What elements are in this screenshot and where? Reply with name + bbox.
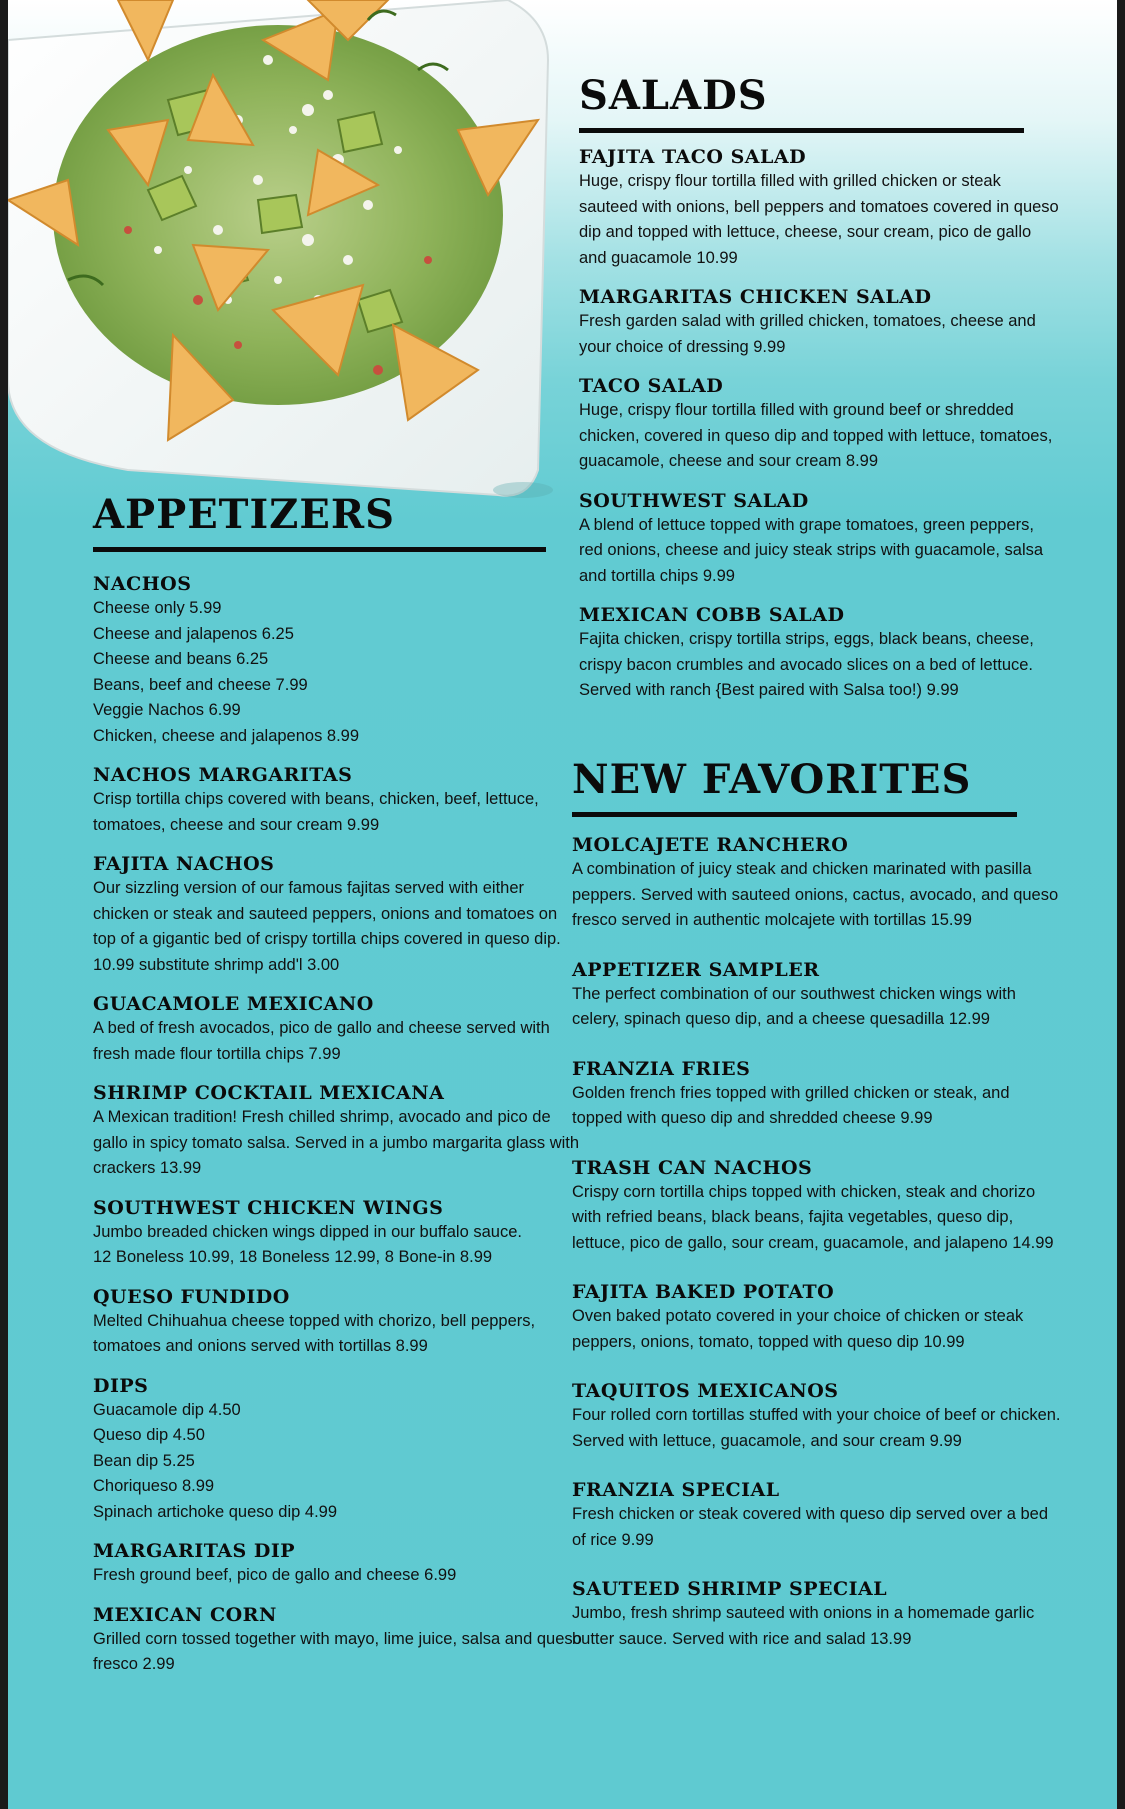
menu-item xyxy=(579,603,1059,704)
menu-item xyxy=(93,1285,583,1360)
item-name: FRANZIA FRIES xyxy=(572,1057,751,1080)
item-description: A combination of juicy steak and chicken marinated with pasilla peppers. Served with sauteed onions, cactus, avocado, and queso fresco served in authentic molcajete with tortillas 15.99 xyxy=(572,860,1059,929)
item-option: Choriqueso 8.99 xyxy=(93,1477,215,1495)
item-name: TRASH CAN NACHOS xyxy=(572,1156,813,1179)
new-favorites-divider xyxy=(572,812,1017,817)
item-option: Bean dip 5.25 xyxy=(93,1451,195,1470)
item-option: Queso dip 4.50 xyxy=(93,1426,205,1444)
item-name: MEXICAN COBB SALAD xyxy=(579,604,845,626)
salads-divider xyxy=(579,128,1024,133)
menu-item xyxy=(93,1374,583,1526)
item-name: SHRIMP COCKTAIL MEXICANA xyxy=(93,1082,445,1104)
appetizers-divider xyxy=(93,547,546,552)
menu-item xyxy=(93,1081,583,1182)
item-description: Our sizzling version of our famous fajitas served with either chicken or steak and sauteed peppers, onions and tomatoes on top of a gigantic bed of crispy tortilla chips covered in queso dip. 10.99 substitute shrimp add'l 3.00 xyxy=(93,879,561,974)
item-description: Huge, crispy flour tortilla filled with ground beef or shredded chicken, covered in queso dip and topped with lettuce, tomatoes, guacamole, cheese and sour cream 8.99 xyxy=(579,401,1053,470)
item-description: Fajita chicken, crispy tortilla strips, eggs, black beans, cheese, crispy bacon crumbles and avocado slices on a bed of lettuce. Served with ranch {Best paired with Salsa too!) 9.99 xyxy=(579,630,1034,699)
item-option: Chicken, cheese and jalapenos 8.99 xyxy=(93,726,360,745)
item-name: APPETIZER SAMPLER xyxy=(572,958,820,981)
item-name: FRANZIA SPECIAL xyxy=(572,1479,780,1501)
item-option: Veggie Nachos 6.99 xyxy=(93,701,241,719)
menu-item xyxy=(93,1196,583,1271)
salads-section xyxy=(579,72,1059,704)
item-description: Four rolled corn tortillas stuffed with your choice of beef or chicken. Served with lettuce, guacamole, and sour cream 9.99 xyxy=(572,1406,1061,1450)
item-description: Grilled corn tossed together with mayo, lime juice, salsa and queso fresco 2.99 xyxy=(93,1629,582,1673)
appetizers-section xyxy=(93,491,583,1678)
item-name: GUACAMOLE MEXICANO xyxy=(93,993,374,1015)
menu-item xyxy=(572,958,1062,1033)
menu-item xyxy=(572,1577,1062,1652)
item-option: Cheese only 5.99 xyxy=(93,599,222,617)
item-description: Oven baked potato covered in your choice of chicken or steak peppers, onions, tomato, topped with queso dip 10.99 xyxy=(572,1307,1024,1351)
item-name: TACO SALAD xyxy=(579,375,724,397)
salads-title: SALADS xyxy=(579,72,768,119)
item-option: Guacamole dip 4.50 xyxy=(93,1400,241,1419)
appetizers-title: APPETIZERS xyxy=(93,491,395,538)
item-name: FAJITA BAKED POTATO xyxy=(572,1281,835,1303)
item-name: SOUTHWEST CHICKEN WINGS xyxy=(93,1196,444,1219)
item-name: FAJITA TACO SALAD xyxy=(579,146,807,168)
item-option: Jumbo breaded chicken wings dipped in our buffalo sauce. xyxy=(93,1222,522,1241)
menu-page xyxy=(8,0,1117,1809)
new-favorites-section xyxy=(572,756,1062,1652)
item-name: QUESO FUNDIDO xyxy=(93,1285,290,1308)
menu-item xyxy=(93,852,583,978)
menu-item xyxy=(579,285,1059,360)
new-favorites-title: NEW FAVORITES xyxy=(572,756,972,803)
item-name: NACHOS xyxy=(93,573,192,595)
item-description: Crispy corn tortilla chips topped with chicken, steak and chorizo with refried beans, black beans, fajita vegetables, queso dip, lettuce, pico de gallo, sour cream, guacamole, and jalapeno 14.99 xyxy=(572,1182,1054,1252)
item-description: Jumbo, fresh shrimp sauteed with onions in a homemade garlic butter sauce. Served with rice and salad 13.99 xyxy=(572,1604,1035,1648)
menu-item xyxy=(572,1379,1062,1454)
menu-item xyxy=(579,489,1059,590)
menu-item xyxy=(93,992,583,1067)
item-description: The perfect combination of our southwest chicken wings with celery, spinach queso dip, and a cheese quesadilla 12.99 xyxy=(572,984,1016,1028)
item-description: A blend of lettuce topped with grape tomatoes, green peppers, red onions, cheese and juicy steak strips with guacamole, salsa and tortilla chips 9.99 xyxy=(579,515,1044,585)
menu-item xyxy=(93,1539,583,1589)
item-description: Fresh chicken or steak covered with queso dip served over a bed of rice 9.99 xyxy=(572,1505,1049,1549)
item-description: Fresh garden salad with grilled chicken, tomatoes, cheese and your choice of dressing 9.99 xyxy=(579,312,1036,356)
item-description: Huge, crispy flour tortilla filled with grilled chicken or steak sauteed with onions, bell peppers and tomatoes covered in queso dip and topped with lettuce, cheese, sour cream, pico de gallo and guacamole 10.99 xyxy=(579,172,1059,267)
item-option: Cheese and jalapenos 6.25 xyxy=(93,624,294,643)
item-description: Golden french fries topped with grilled chicken or steak, and topped with queso dip and shredded cheese 9.99 xyxy=(572,1083,1010,1127)
item-option: Spinach artichoke queso dip 4.99 xyxy=(93,1502,338,1521)
item-name: MARGARITAS CHICKEN SALAD xyxy=(579,286,932,308)
item-name: SOUTHWEST SALAD xyxy=(579,489,809,512)
item-name: TAQUITOS MEXICANOS xyxy=(572,1380,839,1402)
item-name: MARGARITAS DIP xyxy=(93,1540,296,1562)
item-name: NACHOS MARGARITAS xyxy=(93,764,353,786)
item-name: MEXICAN CORN xyxy=(93,1603,277,1626)
item-description: Crisp tortilla chips covered with beans, chicken, beef, lettuce, tomatoes, cheese and sour cream 9.99 xyxy=(93,790,539,834)
item-name: SAUTEED SHRIMP SPECIAL xyxy=(572,1578,888,1600)
menu-item xyxy=(572,1057,1062,1132)
item-option: Cheese and beans 6.25 xyxy=(93,650,269,668)
menu-item xyxy=(572,1156,1062,1257)
menu-item xyxy=(93,1603,583,1678)
item-description: Melted Chihuahua cheese topped with chorizo, bell peppers, tomatoes and onions served with tortillas 8.99 xyxy=(93,1311,536,1355)
item-name: MOLCAJETE RANCHERO xyxy=(572,834,849,856)
item-name: FAJITA NACHOS xyxy=(93,853,275,875)
menu-item xyxy=(572,833,1062,934)
item-description: A bed of fresh avocados, pico de gallo and cheese served with fresh made flour tortilla chips 7.99 xyxy=(93,1019,550,1063)
menu-item xyxy=(579,145,1059,271)
item-option: 12 Boneless 10.99, 18 Boneless 12.99, 8 Bone-in 8.99 xyxy=(93,1248,493,1266)
item-description: A Mexican tradition! Fresh chilled shrimp, avocado and pico de gallo in spicy tomato salsa. Served in a jumbo margarita glass with crackers 13.99 xyxy=(93,1108,580,1177)
menu-item xyxy=(579,374,1059,475)
menu-item xyxy=(572,1478,1062,1553)
menu-item xyxy=(572,1280,1062,1355)
item-option: Beans, beef and cheese 7.99 xyxy=(93,675,308,694)
item-name: DIPS xyxy=(93,1374,149,1397)
menu-item xyxy=(93,763,583,838)
menu-item xyxy=(93,572,583,749)
item-description: Fresh ground beef, pico de gallo and cheese 6.99 xyxy=(93,1566,457,1584)
guacamole-dish-image xyxy=(8,0,568,520)
